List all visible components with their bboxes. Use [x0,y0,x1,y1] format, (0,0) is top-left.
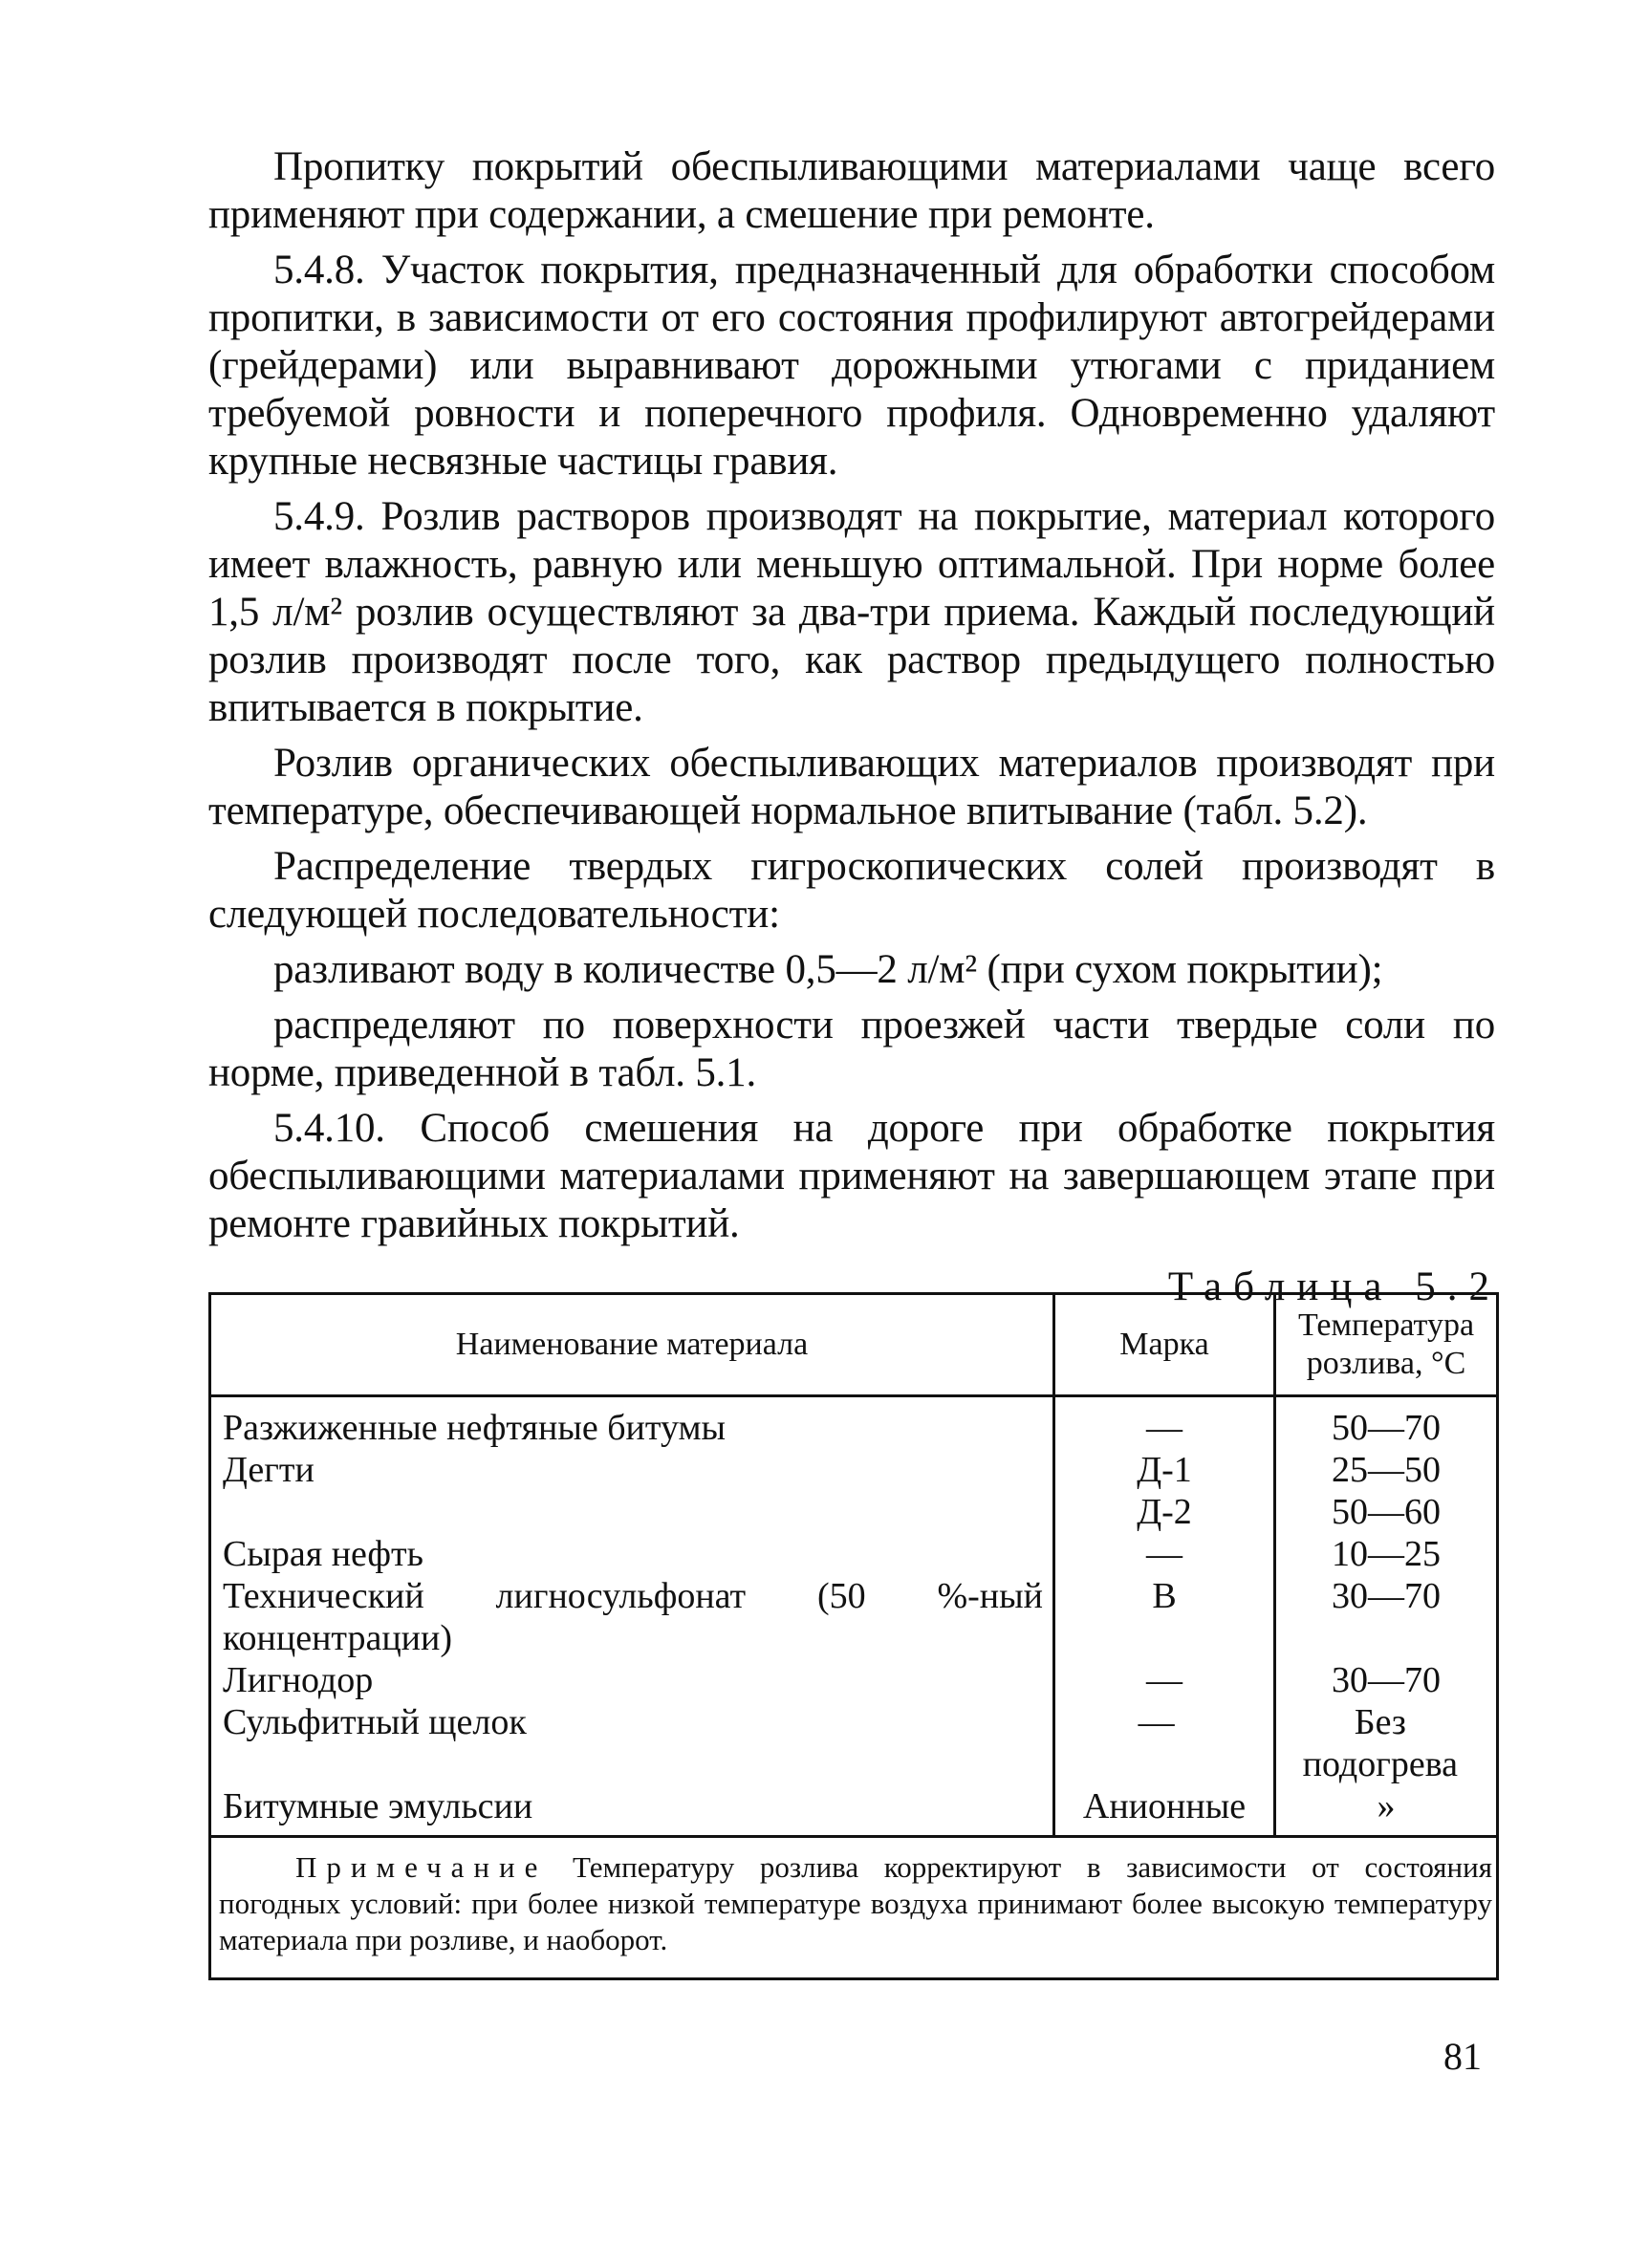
cell-name [211,1491,1052,1533]
cell-temp: 10—25 [1332,1534,1441,1574]
cell-temp: Без подогрева [1302,1702,1459,1784]
paragraph: 5.4.10. Способ смешения на дороге при обработке покрытия обеспыливающими материалами применяют на завершающем этапе при ремонте гравийных покрытий. [208,1106,1495,1246]
cell-temp: 30—70 [1332,1660,1441,1700]
table-row [211,1785,1496,1827]
table-row [211,1701,1496,1785]
cell-temp: 30—70 [1332,1576,1441,1616]
header-name: Наименование материала [455,1327,809,1362]
table-row [211,1449,1496,1491]
paragraph: Пропитку покрытий обеспыливающими материалами чаще всего применяют при содержании, а смешение при ремонте. [208,144,1495,237]
table-row [211,1491,1496,1533]
page-number: 81 [1443,2035,1482,2078]
table-row [211,1407,1496,1449]
table-caption: Таблица 5.2 [1167,1264,1501,1309]
cell-grade: — [1146,1408,1182,1448]
paragraph: 5.4.9. Розлив растворов производят на покрытие, материал которого имеет влажность, равную или меньшую оптимальной. При норме более 1,5 л/м² розлив осуществляют за два-три приема. Каждый последующий розлив производят после того, как раствор предыдущего полностью впитывается в покрытие. [208,494,1495,730]
header-temp: Температура розлива, °С [1273,1295,1496,1394]
paragraph: 5.4.8. Участок покрытия, предназначенный для обработки способом пропитки, в зависимости от его состояния профилируют автогрейдерами (грейдерами) или выравнивают дорожными утюгами с приданием требуемой ровности и поперечного профиля. Одновременно удаляют крупные несвязные частицы гравия. [208,248,1495,484]
cell-grade: — [1146,1660,1182,1700]
paragraph: Розлив органических обеспыливающих материалов производят при температуре, обеспечивающей нормальное впитывание (табл. 5.2). [208,741,1495,833]
table-header [211,1295,1496,1397]
note-label: Примечание [295,1850,548,1884]
page-body [208,143,1501,1329]
cell-temp: » [1377,1786,1396,1826]
cell-name: Дегти [223,1450,315,1490]
table-body [211,1397,1496,1977]
table-row [211,1659,1496,1701]
cell-name: Разжиженные нефтяные битумы [223,1408,727,1448]
cell-name: Битумные эмульсии [223,1786,533,1826]
table-row [211,1533,1496,1575]
cell-grade: Анионные [1082,1786,1247,1826]
table-row [211,1575,1496,1659]
cell-name: Сульфитный щелок [223,1702,527,1742]
cell-grade: — [1146,1534,1182,1574]
cell-grade: Д-1 [1137,1450,1192,1490]
materials-table [208,1292,1499,1980]
cell-temp: 50—60 [1332,1492,1441,1532]
cell-name: Технический лигносульфонат (50 %-ный концентрации) [223,1576,1043,1658]
cell-temp: 50—70 [1332,1408,1441,1448]
cell-name: Сырая нефть [223,1534,423,1574]
note-text: Температуру розлива корректируют в зависимости от состояния погодных условий: при более низкой температуре воздуха принимают более высокую температуру материала при розливе, и наоборот. [219,1850,1492,1956]
cell-grade: В [1152,1576,1177,1616]
paragraph: распределяют по поверхности проезжей части твердые соли по норме, приведенной в табл. 5.1. [208,1003,1495,1095]
cell-name: Лигнодор [223,1660,374,1700]
paragraph: разливают воду в количестве 0,5—2 л/м² (при сухом покрытии); [273,947,1383,992]
table-note [211,1835,1496,1977]
header-grade: Марка [1052,1295,1273,1394]
cell-temp: 25—50 [1332,1450,1441,1490]
paragraph: Распределение твердых гигроскопических солей производят в следующей последовательности: [208,844,1495,937]
cell-grade: — [1138,1702,1175,1742]
cell-grade: Д-2 [1137,1492,1192,1532]
